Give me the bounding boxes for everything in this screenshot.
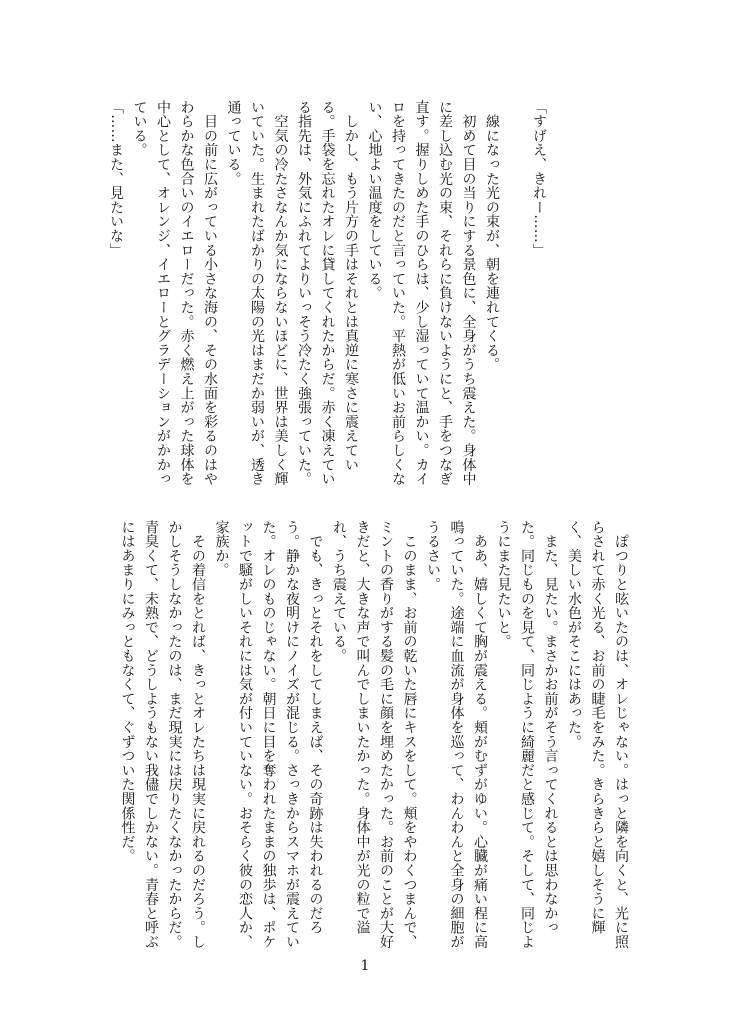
paragraph: このまま、お前の乾いた唇にキスをして。頬をやわくつまんで、ミントの香りがする髪の毛に顔を埋めたかった。お前のことが大好きだと、大きな声で叫んでしまいたかった。身体中が光の粒で溢れ、うち震えている。 — [331, 520, 418, 949]
text-column-block-top — [108, 100, 550, 492]
page-number: 1 — [360, 958, 370, 974]
paragraph: 初めて目の当りにする景色に、全身がうち震えた。身体中に差し込む光の束、それらに負けないようにと、手をつなぎ直す。握りしめた手のひらは、少し湿っていて温かい。カイロを持ってきたのだと言っていた。平熱が低いお前らしくない、心地よい温度をしている。 — [366, 100, 477, 487]
paragraph: 「すげえ、きれー……」 — [531, 100, 547, 258]
paragraph: でも、きっとそれをしてしまえば、その奇跡は失われるのだろう。静かな夜明けにノイズが混じる。さっきからスマホが震えていた。オレのものじゃない。朝日に目を奪われたままの独歩は、ポケットで騒がしいそれには気が付いていない。おそらく彼の恋人か、家族か。 — [213, 520, 324, 949]
paragraph: 線になった光の束が、朝を連れてくる。 — [484, 100, 500, 372]
paragraph: 「……また、見たいな」 — [108, 100, 124, 258]
paragraph: また、見たい。まさかお前がそう言ってくれるとは思わなかった。同じものを見て、同じように綺麗だと感じて。そして、同じようにまた見たいと。 — [495, 520, 559, 949]
paragraph: ぽつりと呟いたのは、オレじゃない。はっと隣を向くと、光に照らされて赤く光る、お前の睫毛をみた。きらきらと嬉しそうに輝く、美しい水色がそこにはあった。 — [566, 520, 629, 949]
paragraph: その着信をとれば、きっとオレたちは現実に戻れるのだろう。しかしそうしなかったのは、まだ現実には戻りたくなかったからだ。青臭くて、未熟で、どうしようもない我儘でしかない。青春と呼ぶにはあまりにみっともなくて、ぐずついた関係性だ。 — [119, 520, 206, 949]
paragraph: 目の前に広がっている小さな海の、その水面を彩るのはやわらかな色合いのイエローだった。赤く燃え上がった球体を中心として、オレンジ、イエローとグラデーションがかかっている。 — [131, 100, 218, 487]
blank-line — [503, 100, 527, 492]
text-column-block-bottom — [92, 520, 632, 950]
paragraph: ああ、嬉しくて胸が震える。頬がむずがゆい。心臓が痛い程に高鳴っていた。途端に血流が身体を巡って、わんわんと全身の細胞がうるさい。 — [425, 520, 488, 949]
paragraph: しかし、もう片方の手はそれとは真逆に寒さに震えている。手袋を忘れたオレに貸してくれたからだ。赤く凍えている指先は、外気にふれてよりいっそう冷たく強張っていた。 — [296, 100, 359, 487]
paragraph: 空気の冷たさなんか気にならないほどに、世界は美しく輝いていた。生まれたばかりの太陽の光はまだか弱いが、透き通っている。 — [225, 100, 289, 487]
